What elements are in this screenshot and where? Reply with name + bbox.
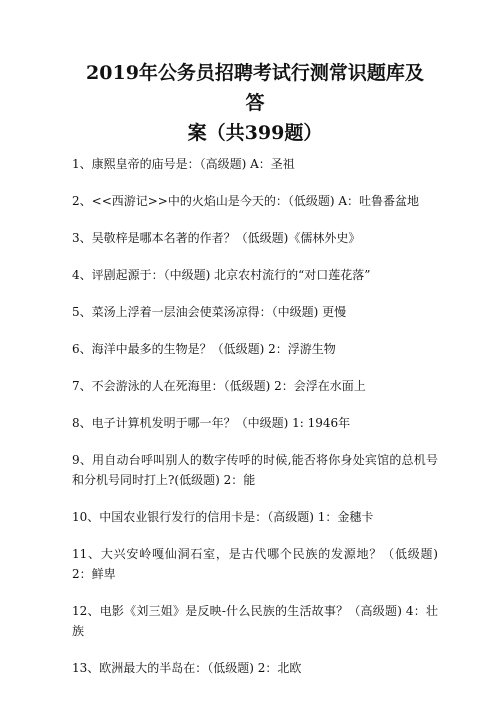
question-item: 2、<<西游记>>中的火焰山是今天的：（低级题) A：吐鲁番盆地 bbox=[72, 194, 420, 208]
question-item: 10、中国农业银行发行的信用卡是：（高级题) 1：金穗卡 bbox=[72, 510, 374, 524]
question-item: 7、不会游泳的人在死海里：（低级题) 2：会浮在水面上 bbox=[72, 379, 366, 393]
question-item: 4、评剧起源于：（中级题) 北京农村流行的“对口莲花落” bbox=[72, 268, 371, 282]
question-item: 3、吴敬梓是哪本名著的作者？（低级题)《儒林外史》 bbox=[72, 231, 361, 245]
title-line-1: 2019年公务员招聘考试行测常识题库及答 bbox=[86, 62, 424, 114]
question-item: 9、用自动台呼叫别人的数字传呼的时候,能否将你身处宾馆的总机号和分机号同时打上?(低级题) 2：能 bbox=[72, 453, 438, 487]
question-item: 6、海洋中最多的生物是？（低级题) 2：浮游生物 bbox=[72, 342, 336, 356]
question-item: 12、电影《刘三姐》是反映-什么民族的生活故事？（高级题) 4：壮族 bbox=[72, 604, 438, 638]
question-item: 11、大兴安岭嘎仙洞石室，是古代哪个民族的发源地？（低级题) 2：鲜卑 bbox=[72, 547, 438, 581]
question-item: 8、电子计算机发明于哪一年？（中级题) 1: 1946年 bbox=[72, 416, 351, 430]
title-line-2: 案（共399题） bbox=[187, 122, 323, 144]
question-item: 1、康熙皇帝的庙号是：（高级题) A：圣祖 bbox=[72, 157, 295, 171]
question-item: 13、欧洲最大的半岛在：（低级题) 2：北欧 bbox=[72, 661, 302, 675]
question-item: 5、菜汤上浮着一层油会使菜汤凉得：（中级题) 更慢 bbox=[72, 305, 347, 319]
question-list bbox=[72, 154, 438, 678]
document-title bbox=[72, 58, 438, 148]
